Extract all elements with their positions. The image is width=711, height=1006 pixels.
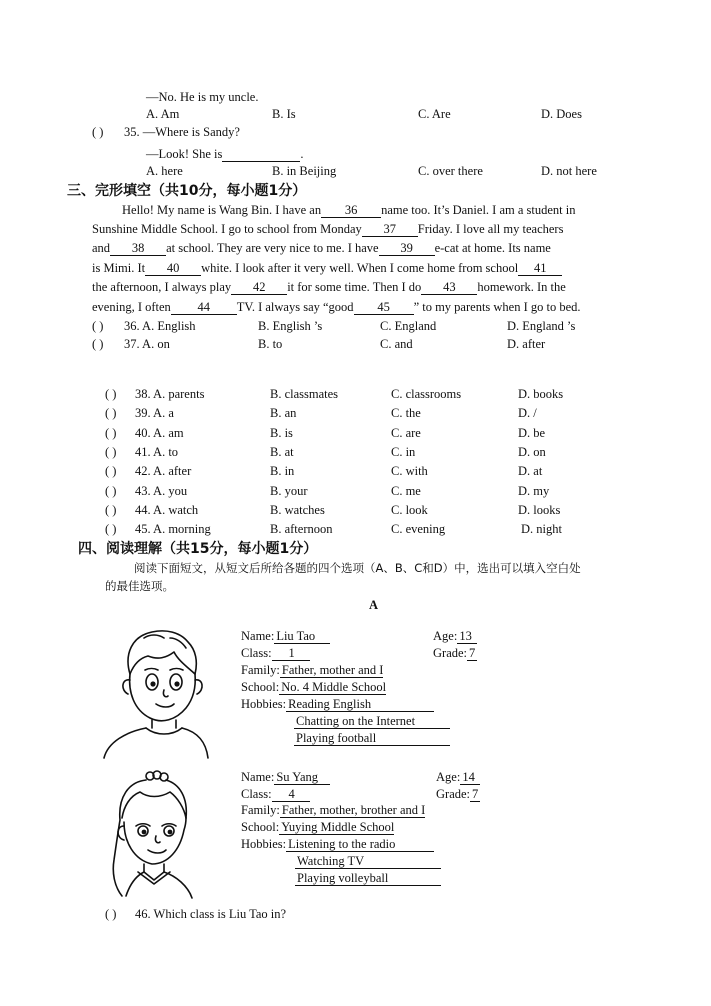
answer-paren[interactable]: ( ) — [105, 907, 117, 921]
q41-option-c: C. in — [391, 445, 416, 459]
dialogue-line: —Look! She is . — [146, 147, 304, 161]
card1-class-row: Class: 1 — [241, 645, 310, 662]
card2-age: 14 — [460, 771, 480, 785]
q45-option-c: C. evening — [391, 522, 446, 536]
answer-paren[interactable]: ( ) — [105, 406, 117, 420]
q44-option-a: 44. A. watch — [135, 503, 199, 517]
q42-option-d: D. at — [518, 464, 543, 478]
card1-hobby-row — [294, 730, 450, 747]
card2-grade-row: Grade: 7 — [436, 787, 479, 801]
girl-illustration — [100, 768, 200, 900]
passage-line: the afternoon, I always play 42 it for some time. Then I do 43 homework. In the — [92, 280, 566, 294]
card2-name-row: Name: Su Yang — [241, 769, 330, 786]
blank-36[interactable]: 36 — [321, 204, 381, 218]
answer-paren[interactable]: ( ) — [105, 426, 117, 440]
q34-option-c: C. Are — [418, 107, 451, 121]
card2-name: Su Yang — [274, 771, 330, 785]
instructions-line: 的最佳选项。 — [105, 579, 174, 593]
card1-hobbies-row: Hobbies: Reading English — [241, 696, 434, 713]
card1-family-row: Family: Father, mother and I — [241, 663, 384, 677]
q39-option-a: 39. A. a — [135, 406, 174, 420]
card2-hobby: Watching TV — [295, 855, 441, 869]
card1-age-row: Age: 13 — [433, 628, 477, 645]
q38-option-d: D. books — [518, 387, 564, 401]
blank-44[interactable]: 44 — [171, 301, 237, 315]
q44-option-d: D. looks — [518, 503, 561, 517]
q37-option-a: 37. A. on — [124, 337, 170, 351]
answer-paren[interactable]: ( ) — [92, 125, 104, 139]
blank-42[interactable]: 42 — [231, 281, 287, 295]
answer-paren[interactable]: ( ) — [92, 337, 104, 351]
q42-option-c: C. with — [391, 464, 428, 478]
boy-illustration — [100, 624, 210, 759]
answer-paren[interactable]: ( ) — [105, 522, 117, 536]
card2-school-row: School: Yuying Middle School — [241, 820, 395, 834]
q35-option-a: A. here — [146, 164, 183, 178]
q36-option-b: B. English ’s — [258, 319, 323, 333]
q36-option-c: C. England — [380, 319, 437, 333]
blank-45[interactable]: 45 — [354, 301, 414, 315]
card2-family: Father, mother, brother and I — [281, 803, 426, 817]
card1-grade-row: Grade: 7 — [433, 646, 476, 660]
q39-option-d: D. / — [518, 406, 537, 420]
blank-38[interactable]: 38 — [110, 242, 166, 256]
card1-name-row: Name: Liu Tao — [241, 628, 330, 645]
q45-option-b: B. afternoon — [270, 522, 333, 536]
card2-grade: 7 — [472, 787, 479, 801]
question-35: 35. —Where is Sandy? — [124, 125, 240, 139]
answer-paren[interactable]: ( ) — [105, 503, 117, 517]
card2-hobby-row — [295, 870, 441, 887]
q35-option-b: B. in Beijing — [272, 164, 337, 178]
q42-option-b: B. in — [270, 464, 295, 478]
card2-class: 4 — [272, 788, 310, 802]
q40-option-a: 40. A. am — [135, 426, 184, 440]
q44-option-b: B. watches — [270, 503, 325, 517]
q43-option-b: B. your — [270, 484, 308, 498]
q39-option-c: C. the — [391, 406, 421, 420]
card1-hobby: Reading English — [286, 698, 434, 712]
card2-age-row: Age: 14 — [436, 769, 480, 786]
q40-option-c: C. are — [391, 426, 421, 440]
q36-option-d: D. England ’s — [507, 319, 576, 333]
passage-line: evening, I often 44 TV. I always say “good 45 ” to my parents when I go to bed. — [92, 300, 581, 314]
q34-option-a: A. Am — [146, 107, 180, 121]
card2-family-row: Family: Father, mother, brother and I — [241, 803, 426, 817]
dialogue-line: —No. He is my uncle. — [146, 90, 259, 104]
answer-paren[interactable]: ( ) — [105, 387, 117, 401]
card1-name: Liu Tao — [274, 630, 330, 644]
card2-hobbies-row: Hobbies: Listening to the radio — [241, 836, 434, 853]
q35-option-c: C. over there — [418, 164, 483, 178]
answer-paren[interactable]: ( ) — [105, 445, 117, 459]
q36-option-a: 36. A. English — [124, 319, 196, 333]
answer-paren[interactable]: ( ) — [105, 484, 117, 498]
card1-hobby: Chatting on the Internet — [294, 715, 450, 729]
q45-option-d: D. night — [521, 522, 562, 536]
q41-option-b: B. at — [270, 445, 294, 459]
answer-paren[interactable]: ( ) — [92, 319, 104, 333]
q40-option-d: D. be — [518, 426, 546, 440]
q43-option-c: C. me — [391, 484, 421, 498]
q37-option-c: C. and — [380, 337, 413, 351]
card1-age: 13 — [457, 630, 477, 644]
q35-option-d: D. not here — [541, 164, 597, 178]
instructions-line: 阅读下面短文，从短文后所给各题的四个选项（A、B、C和D）中，选出可以填入空白处 — [134, 561, 581, 575]
card1-hobby-row — [294, 713, 450, 730]
card2-hobby: Playing volleyball — [295, 872, 441, 886]
passage-label: A — [369, 598, 379, 612]
q37-option-d: D. after — [507, 337, 546, 351]
q43-option-d: D. my — [518, 484, 550, 498]
card2-hobby: Listening to the radio — [286, 838, 434, 852]
q34-option-d: D. Does — [541, 107, 582, 121]
blank-43[interactable]: 43 — [421, 281, 477, 295]
card1-school-row: School: No. 4 Middle School — [241, 680, 387, 694]
card1-class: 1 — [272, 647, 310, 661]
card1-family: Father, mother and I — [281, 663, 384, 677]
q43-option-a: 43. A. you — [135, 484, 188, 498]
q40-option-b: B. is — [270, 426, 293, 440]
q38-option-c: C. classrooms — [391, 387, 462, 401]
card2-class-row: Class: 4 — [241, 786, 310, 803]
q38-option-b: B. classmates — [270, 387, 339, 401]
card1-grade: 7 — [469, 646, 476, 660]
blank-37[interactable]: 37 — [362, 223, 418, 237]
q37-option-b: B. to — [258, 337, 283, 351]
question-46: 46. Which class is Liu Tao in? — [135, 907, 287, 921]
q34-option-b: B. Is — [272, 107, 296, 121]
q45-option-a: 45. A. morning — [135, 522, 211, 536]
blank-41[interactable]: 41 — [518, 262, 562, 276]
card1-hobby: Playing football — [294, 732, 450, 746]
q38-option-a: 38. A. parents — [135, 387, 205, 401]
passage-line: is Mimi. It 40 white. I look after it very well. When I come home from school 41 — [92, 260, 562, 276]
q42-option-a: 42. A. after — [135, 464, 192, 478]
blank-40[interactable]: 40 — [145, 262, 201, 276]
q41-option-a: 41. A. to — [135, 445, 179, 459]
answer-paren[interactable]: ( ) — [105, 464, 117, 478]
section-title: 四、阅读理解（共15分，每小题1分） — [78, 541, 318, 557]
q41-option-d: D. on — [518, 445, 546, 459]
card2-hobby-row — [295, 853, 441, 870]
section-title: 三、完形填空（共10分，每小题1分） — [67, 183, 307, 199]
passage-line: Hello! My name is Wang Bin. I have an 36 name too. It’s Daniel. I am a student in — [122, 203, 576, 217]
passage-line: and 38 at school. They are very nice to me. I have 39 e-cat at home. Its name — [92, 241, 551, 255]
q39-option-b: B. an — [270, 406, 297, 420]
card2-school: Yuying Middle School — [281, 820, 395, 834]
card1-school: No. 4 Middle School — [281, 680, 387, 694]
blank-39[interactable]: 39 — [379, 242, 435, 256]
passage-line: Sunshine Middle School. I go to school from Monday 37 Friday. I love all my teachers — [92, 222, 564, 236]
q44-option-c: C. look — [391, 503, 428, 517]
